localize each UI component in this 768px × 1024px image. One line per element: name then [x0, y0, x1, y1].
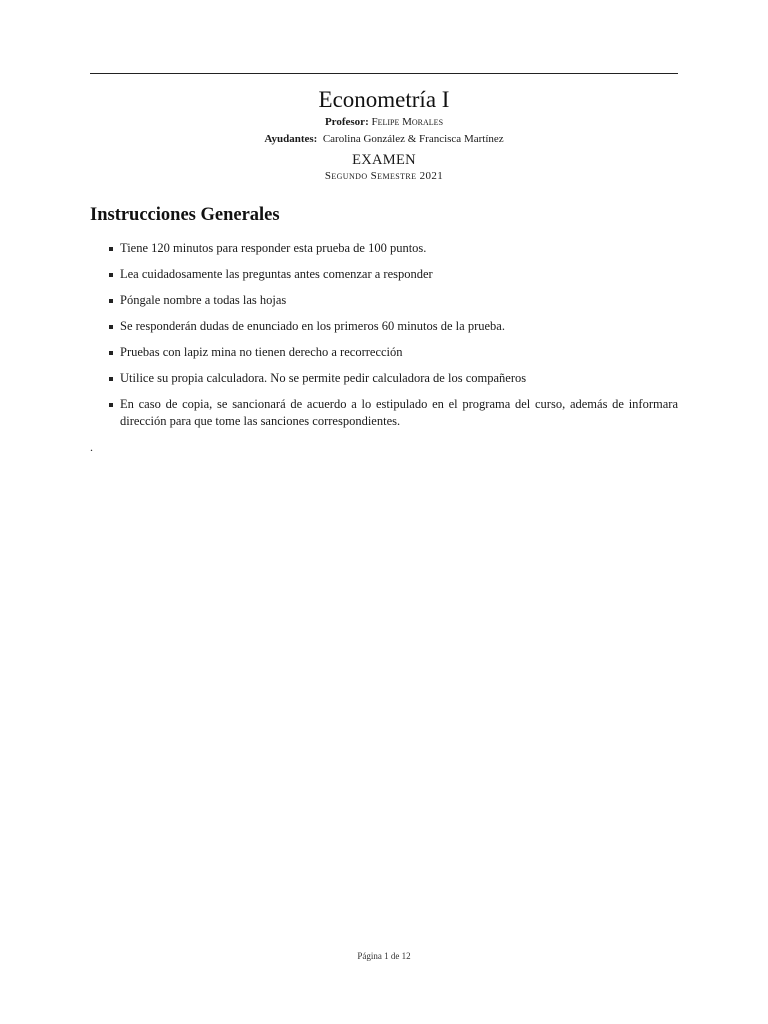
profesor-line [90, 114, 678, 131]
list-item-text: Tiene 120 minutos para responder esta prueba de 100 puntos. [120, 241, 427, 255]
ayudantes-names: Carolina González & Francisca Martínez [322, 133, 504, 145]
instructions-list [90, 240, 678, 439]
bullet-square-icon [109, 273, 113, 277]
bullet-square-icon [109, 351, 113, 355]
list-item-text: Se responderán dudas de enunciado en los primeros 60 minutos de la prueba. [120, 319, 505, 333]
list-item [90, 266, 678, 283]
list-item-text: Lea cuidadosamente las preguntas antes comenzar a responder [120, 267, 433, 281]
course-title: Econometría I [318, 87, 450, 112]
bullet-square-icon [109, 377, 113, 381]
semester: Segundo Semestre 2021 [324, 170, 444, 182]
list-item [90, 396, 678, 430]
bullet-square-icon [109, 247, 113, 251]
list-item-text: Utilice su propia calculadora. No se permite pedir calculadora de los compañeros [120, 371, 527, 385]
profesor-name: Felipe Morales [371, 116, 444, 128]
list-item-text: En caso de copia, se sancionará de acuerdo a lo estipulado en el programa del curso, además de informara dirección para que tome las sanciones correspondientes. [120, 397, 678, 428]
document-header [90, 86, 678, 184]
list-item [90, 318, 678, 335]
list-item [90, 370, 678, 387]
ayudantes-label: Ayudantes: [264, 133, 318, 145]
list-item [90, 344, 678, 361]
profesor-label: Profesor: [324, 116, 369, 128]
section-title: Instrucciones Generales [90, 205, 280, 225]
trailing-mark: . [90, 440, 93, 454]
list-item [90, 292, 678, 309]
top-rule [90, 73, 678, 74]
ayudantes-line [90, 131, 678, 148]
bullet-square-icon [109, 403, 113, 407]
exam-label: EXAMEN [352, 152, 416, 168]
page-number: Página 1 de 12 [357, 951, 411, 961]
bullet-square-icon [109, 325, 113, 329]
list-item-text: Pruebas con lapiz mina no tienen derecho a recorrección [120, 345, 403, 359]
bullet-square-icon [109, 299, 113, 303]
list-item [90, 240, 678, 257]
list-item-text: Póngale nombre a todas las hojas [120, 293, 287, 307]
